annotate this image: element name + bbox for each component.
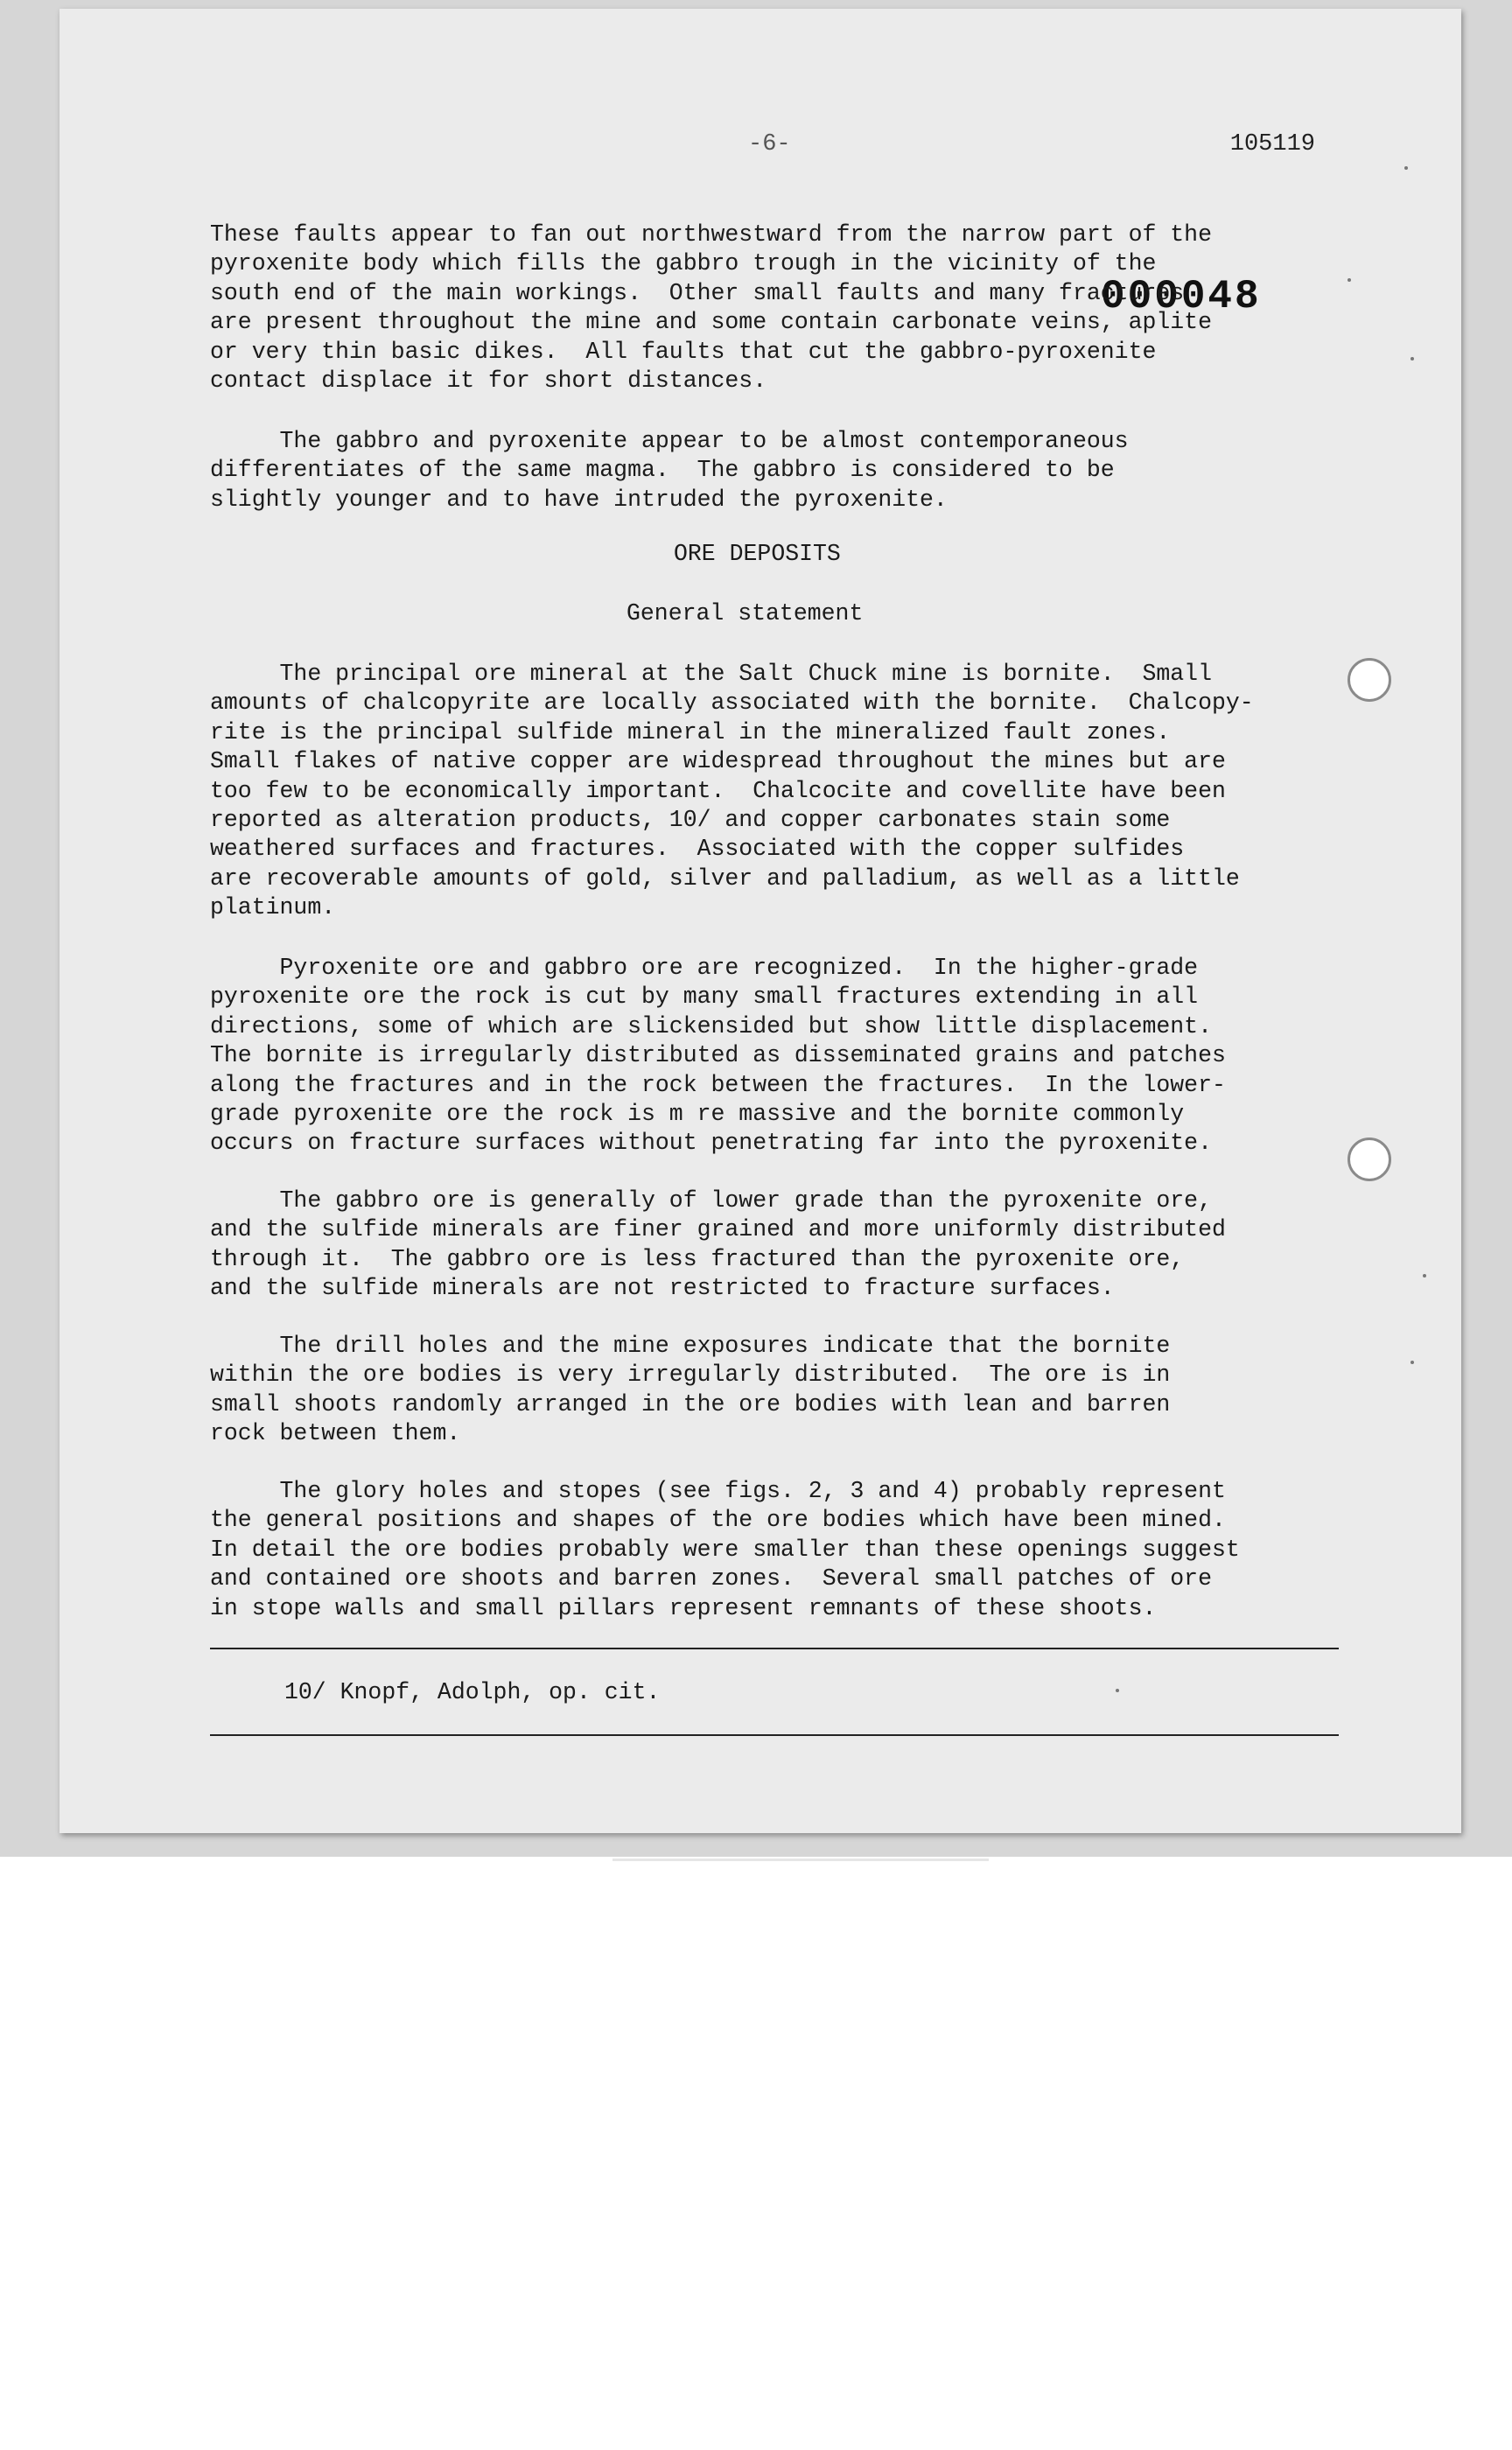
subsection-heading: General statement	[626, 600, 864, 626]
text-line: and the sulfide minerals are finer grained and more uniformly distributed	[210, 1216, 1226, 1243]
text-line: are present throughout the mine and some contain carbonate veins, aplite	[210, 309, 1212, 336]
text-line: through it. The gabbro ore is less fractured than the pyroxenite ore,	[210, 1245, 1185, 1272]
speck	[1410, 357, 1414, 360]
text-line: contact displace it for short distances.	[210, 368, 767, 395]
text-line: The gabbro ore is generally of lower grade than the pyroxenite ore,	[210, 1187, 1212, 1214]
text-line: too few to be economically important. Chalcocite and covellite have been	[210, 777, 1226, 804]
speck	[1423, 1274, 1426, 1278]
speck	[1404, 166, 1408, 170]
paragraph-gabbro-ore	[210, 1186, 1365, 1304]
text-line: the general positions and shapes of the ore bodies which have been mined.	[210, 1507, 1226, 1534]
paragraph-ore-minerals	[210, 660, 1365, 923]
archive-stamp: 000048	[1101, 274, 1262, 319]
text-line: pyroxenite body which fills the gabbro trough in the vicinity of the	[210, 250, 1157, 277]
text-line: These faults appear to fan out northwestward from the narrow part of the	[210, 221, 1212, 248]
scan-edge	[612, 1858, 989, 1861]
text-line: The drill holes and the mine exposures indicate that the bornite	[210, 1333, 1171, 1359]
text-line: and the sulfide minerals are not restricted to fracture surfaces.	[210, 1275, 1115, 1302]
text-line: rock between them.	[210, 1420, 461, 1447]
text-line: rite is the principal sulfide mineral in the mineralized fault zones.	[210, 718, 1171, 746]
speck	[1410, 1361, 1414, 1364]
text-line: slightly younger and to have intruded the pyroxenite.	[210, 486, 948, 513]
text-line: reported as alteration products, 10/ and copper carbonates stain some	[210, 807, 1171, 834]
text-line: and contained ore shoots and barren zones. Several small patches of ore	[210, 1565, 1212, 1592]
text-line: The bornite is irregularly distributed as disseminated grains and patches	[210, 1042, 1226, 1069]
text-line: differentiates of the same magma. The gabbro is considered to be	[210, 457, 1115, 484]
text-line: The gabbro and pyroxenite appear to be almost contemporaneous	[210, 428, 1129, 454]
text-line: The principal ore mineral at the Salt Chuck mine is bornite. Small	[210, 661, 1212, 687]
text-line: pyroxenite ore the rock is cut by many small fractures extending in all	[210, 984, 1199, 1011]
text-line: or very thin basic dikes. All faults that cut the gabbro-pyroxenite	[210, 338, 1157, 365]
paragraph-faults	[210, 220, 1365, 396]
page-number: -6-	[748, 131, 791, 158]
text-line: platinum.	[210, 894, 336, 921]
text-line: in stope walls and small pillars represent remnants of these shoots.	[210, 1594, 1157, 1621]
text-line: Small flakes of native copper are widespread throughout the mines but are	[210, 748, 1226, 775]
text-line: within the ore bodies is very irregularly distributed. The ore is in	[210, 1362, 1171, 1389]
text-line: In detail the ore bodies probably were smaller than these openings suggest	[210, 1536, 1240, 1563]
text-line: The glory holes and stopes (see figs. 2, 3 and 4) probably represent	[210, 1478, 1226, 1504]
document-number: 105119	[1229, 131, 1315, 158]
footnote: 10/ Knopf, Adolph, op. cit.	[284, 1679, 661, 1705]
text-line: grade pyroxenite ore the rock is m re massive and the bornite commonly	[210, 1101, 1185, 1128]
text-line: along the fractures and in the rock between the fractures. In the lower-	[210, 1071, 1226, 1098]
text-line: small shoots randomly arranged in the ore bodies with lean and barren	[210, 1390, 1171, 1418]
text-line: Pyroxenite ore and gabbro ore are recognized. In the higher-grade	[210, 955, 1199, 981]
paragraph-glory-holes	[210, 1477, 1365, 1623]
paragraph-pyroxenite-ore	[210, 954, 1365, 1158]
paragraph-drill-holes	[210, 1332, 1365, 1449]
footnote-rule-bottom	[210, 1734, 1339, 1736]
paragraph-gabbro-pyroxenite	[210, 427, 1365, 514]
text-line: weathered surfaces and fractures. Associated with the copper sulfides	[210, 836, 1185, 863]
speck	[1116, 1689, 1119, 1692]
footnote-rule-top	[210, 1648, 1339, 1649]
text-line: south end of the main workings. Other small faults and many fractures	[210, 279, 1185, 306]
text-line: are recoverable amounts of gold, silver and palladium, as well as a little	[210, 864, 1240, 892]
text-line: occurs on fracture surfaces without penetrating far into the pyroxenite.	[210, 1130, 1212, 1157]
text-line: amounts of chalcopyrite are locally associated with the bornite. Chalcopy-	[210, 690, 1254, 717]
text-line: directions, some of which are slickensided but show little displacement.	[210, 1012, 1212, 1040]
section-heading: ORE DEPOSITS	[674, 541, 841, 567]
